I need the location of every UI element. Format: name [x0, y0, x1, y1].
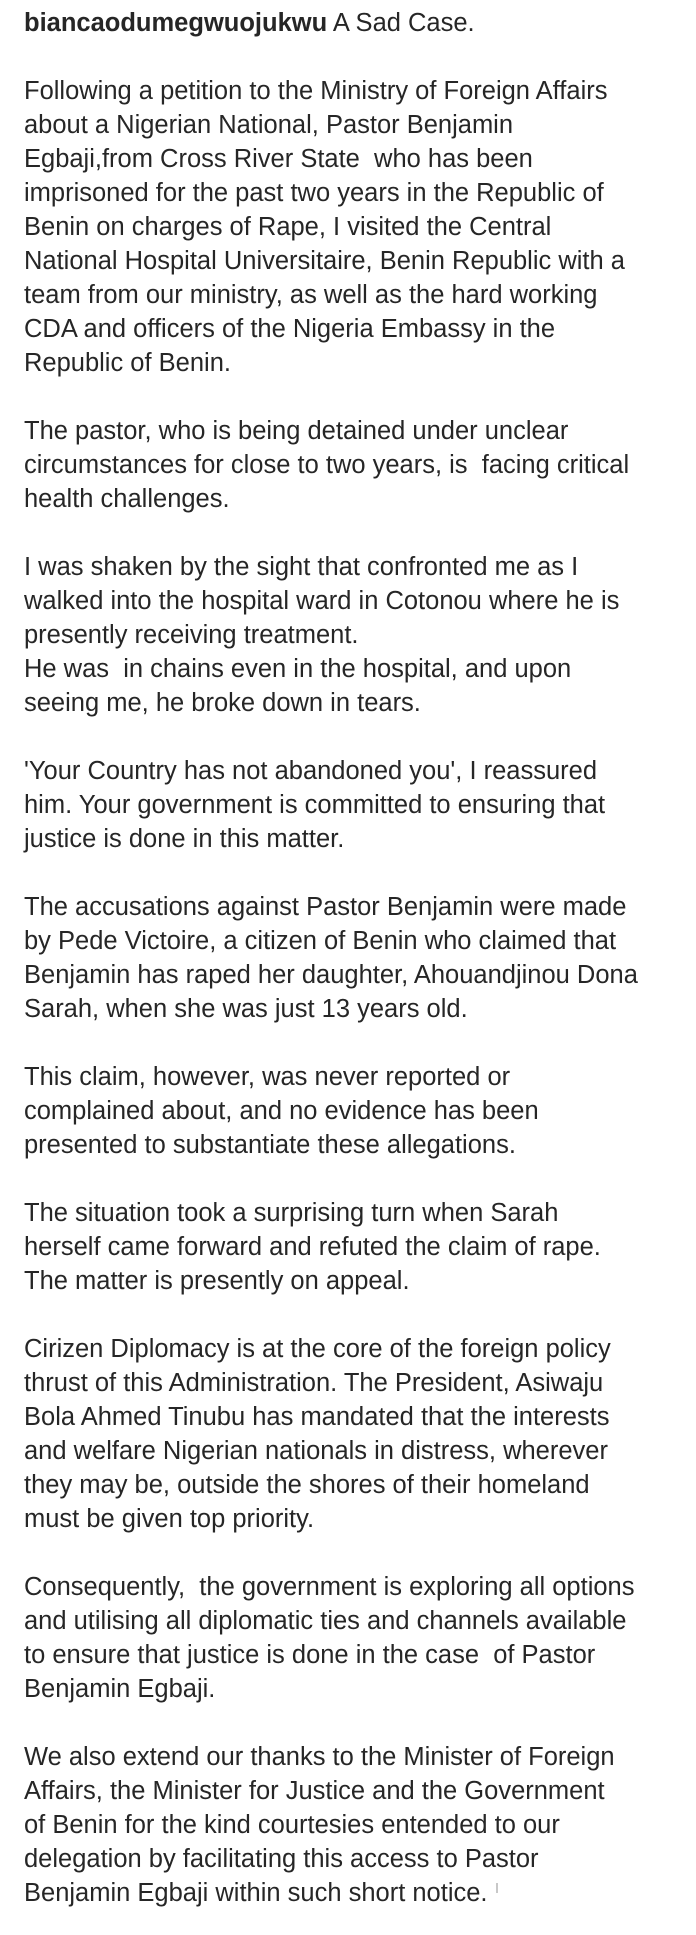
caption-paragraph [24, 1196, 678, 1298]
caption-line: him. Your government is committed to ensuring that [24, 791, 606, 819]
caption-line: We also extend our thanks to the Minister of Foreign [24, 1743, 615, 1771]
caption-end-mark [496, 1883, 498, 1893]
caption-line: Benjamin Egbaji within such short notice. [24, 1876, 678, 1910]
caption-line: The situation took a surprising turn when Sarah [24, 1199, 559, 1227]
caption-body [24, 74, 678, 1910]
caption-paragraph [24, 1332, 678, 1536]
caption-line: walked into the hospital ward in Cotonou where he is [24, 587, 620, 615]
caption-line: Affairs, the Minister for Justice and the Government [24, 1777, 605, 1805]
caption-line: team from our ministry, as well as the hard working [24, 281, 598, 309]
caption-line: Benjamin has raped her daughter, Ahouandjinou Dona [24, 961, 638, 989]
caption-line: thrust of this Administration. The President, Asiwaju [24, 1369, 604, 1397]
caption-paragraph [24, 890, 678, 1026]
caption-paragraph [24, 74, 678, 380]
caption-line: Bola Ahmed Tinubu has mandated that the interests [24, 1403, 610, 1431]
caption-line: imprisoned for the past two years in the Republic of [24, 179, 604, 207]
caption-line: Sarah, when she was just 13 years old. [24, 995, 468, 1023]
caption-line: Benin on charges of Rape, I visited the Central [24, 213, 552, 241]
caption-line: presented to substantiate these allegations. [24, 1131, 516, 1159]
caption-header [24, 6, 678, 40]
caption-paragraph [24, 1740, 678, 1910]
caption-line: delegation by facilitating this access to Pastor [24, 1845, 539, 1873]
caption-line: to ensure that justice is done in the case of Pastor [24, 1641, 596, 1669]
caption-line: Consequently, the government is exploring all options [24, 1573, 635, 1601]
caption-line: Following a petition to the Ministry of Foreign Affairs [24, 77, 608, 105]
caption-line: they may be, outside the shores of their homeland [24, 1471, 590, 1499]
caption-line: Republic of Benin. [24, 349, 231, 377]
caption-line: CDA and officers of the Nigeria Embassy in the [24, 315, 556, 343]
caption-line: He was in chains even in the hospital, and upon [24, 655, 572, 683]
caption-line: Benjamin Egbaji. [24, 1675, 216, 1703]
caption-line: of Benin for the kind courtesies entended to our [24, 1811, 560, 1839]
caption-line: health challenges. [24, 485, 230, 513]
caption-line: The accusations against Pastor Benjamin were made [24, 893, 627, 921]
caption-paragraph [24, 1570, 678, 1706]
caption-line: circumstances for close to two years, is facing critical [24, 451, 630, 479]
caption-paragraph [24, 550, 678, 720]
caption-paragraph [24, 754, 678, 856]
caption-line: seeing me, he broke down in tears. [24, 689, 421, 717]
caption-line: Egbaji,from Cross River State who has been [24, 145, 533, 173]
caption-line: justice is done in this matter. [24, 825, 345, 853]
post-title: A Sad Case. [332, 9, 475, 37]
username-link[interactable]: biancaodumegwuojukwu [24, 9, 328, 37]
caption-line: and welfare Nigerian nationals in distress, wherever [24, 1437, 608, 1465]
caption-line: The pastor, who is being detained under unclear [24, 417, 569, 445]
caption-line: 'Your Country has not abandoned you', I reassured [24, 757, 598, 785]
caption-line: must be given top priority. [24, 1505, 315, 1533]
caption-paragraph [24, 1060, 678, 1162]
caption-line: herself came forward and refuted the claim of rape. [24, 1233, 601, 1261]
caption-line: about a Nigerian National, Pastor Benjamin [24, 111, 514, 139]
caption-paragraph [24, 414, 678, 516]
caption-line: I was shaken by the sight that confronted me as I [24, 553, 579, 581]
caption-line: The matter is presently on appeal. [24, 1267, 410, 1295]
caption-line: presently receiving treatment. [24, 621, 359, 649]
caption-line: by Pede Victoire, a citizen of Benin who claimed that [24, 927, 617, 955]
caption-line: National Hospital Universitaire, Benin Republic with a [24, 247, 625, 275]
caption-line: complained about, and no evidence has been [24, 1097, 539, 1125]
caption-line: and utilising all diplomatic ties and channels available [24, 1607, 627, 1635]
caption-line: Cirizen Diplomacy is at the core of the foreign policy [24, 1335, 611, 1363]
caption-line: This claim, however, was never reported or [24, 1063, 511, 1091]
